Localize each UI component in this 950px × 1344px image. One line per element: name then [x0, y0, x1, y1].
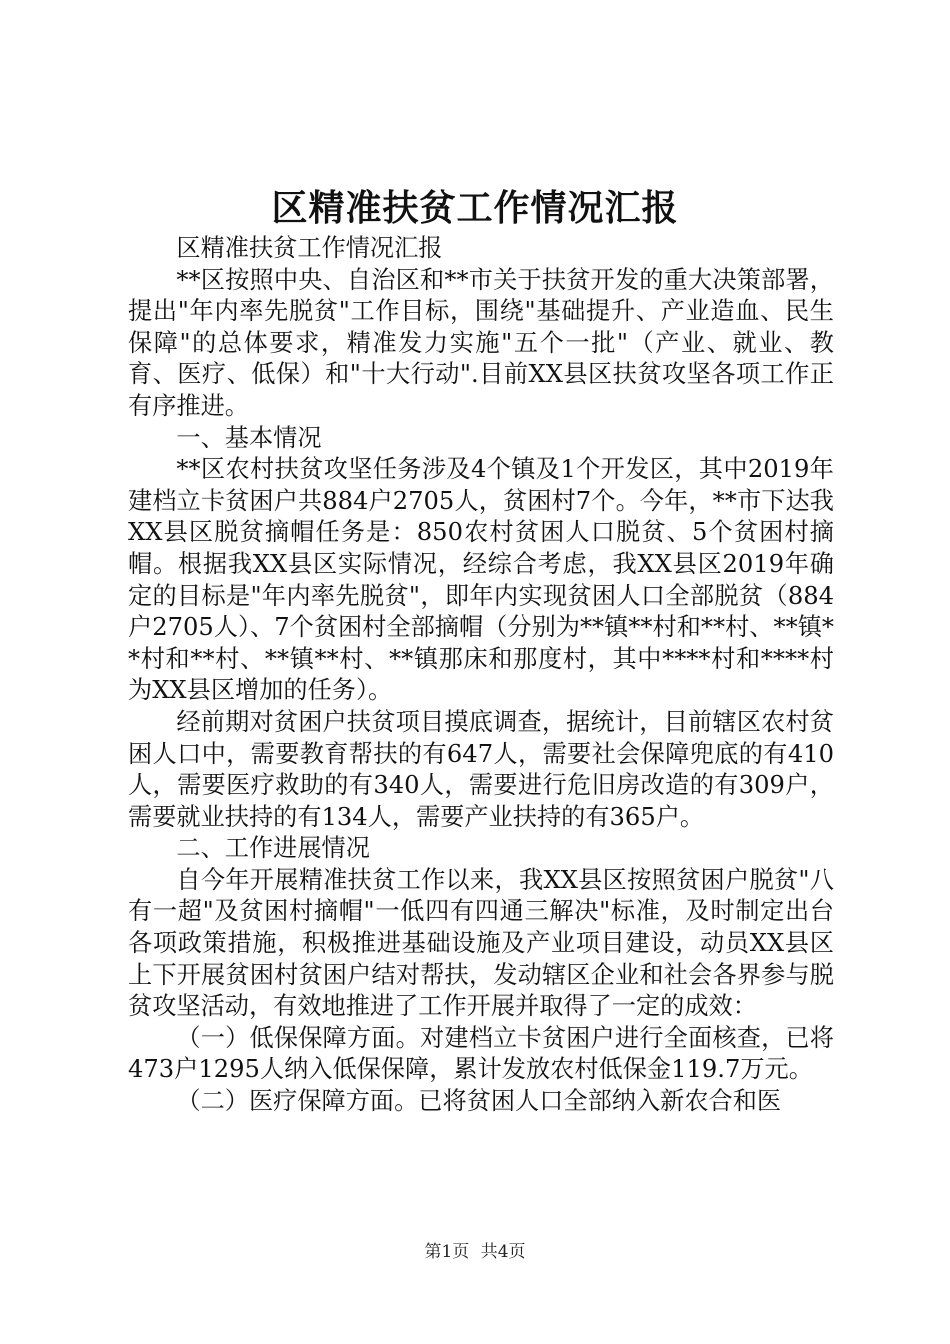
heading-work-progress: 二、工作进展情况 — [176, 834, 370, 863]
paragraph-basic-situation: **区农村扶贫攻坚任务涉及4个镇及1个开发区，其中2019年建档立卡贫困户共884户2705人，贫困村7个。今年，**市下达我XX县区脱贫摘帽任务是：850农村贫困人口脱贫、5个贫困村摘帽。根据我XX县区实际情况，经综合考虑，我XX县区2019年确定的目标是"年内率先脱贫"，即年内实现贫困人口全部脱贫（884户2705人）、7个贫困村全部摘帽（分别为**镇**村和**村、**镇**村和**村、**镇**村、**镇那床和那度村，其中****村和****村为XX县区增加的任务）。 — [128, 455, 834, 705]
page-number: 第1页 — [424, 1242, 470, 1262]
paragraph-work-progress: 自今年开展精准扶贫工作以来，我XX县区按照贫困户脱贫"八有一超"及贫困村摘帽"一低四有四通三解决"标准，及时制定出台各项政策措施，积极推进基础设施及产业项目建设，动员XX县区上下开展贫困村贫困户结对帮扶，发动辖区企业和社会各界参与脱贫攻坚活动，有效地推进了工作开展并取得了一定的成效： — [128, 865, 834, 1021]
page-footer — [0, 1240, 950, 1264]
paragraph-medical-insurance: （二）医疗保障方面。已将贫困人口全部纳入新农合和医 — [176, 1087, 782, 1116]
paragraph-intro: **区按照中央、自治区和**市关于扶贫开发的重大决策部署，提出"年内率先脱贫"工作目标，围绕"基础提升、产业造血、民生保障"的总体要求，精准发力实施"五个一批"（产业、就业、教育、医疗、低保）和"十大行动".目前XX县区扶贫攻坚各项工作正有序推进。 — [128, 265, 834, 420]
heading-basic-situation: 一、基本情况 — [176, 423, 322, 452]
paragraph-subtitle: 区精准扶贫工作情况汇报 — [176, 234, 443, 262]
document-title: 区精准扶贫工作情况汇报 — [271, 187, 679, 229]
paragraph-survey-statistics: 经前期对贫困户扶贫项目摸底调查，据统计，目前辖区农村贫困人口中，需要教育帮扶的有647人，需要社会保障兜底的有410人，需要医疗救助的有340人，需要进行危旧房改造的有309户，需要就业扶持的有134人，需要产业扶持的有365户。 — [128, 707, 834, 831]
page-total: 共4页 — [480, 1242, 526, 1262]
paragraph-subsistence-allowance: （一）低保保障方面。对建档立卡贫困户进行全面核查，已将473户1295人纳入低保保障，累计发放农村低保金119.7万元。 — [128, 1023, 834, 1084]
document-body — [128, 233, 834, 1118]
